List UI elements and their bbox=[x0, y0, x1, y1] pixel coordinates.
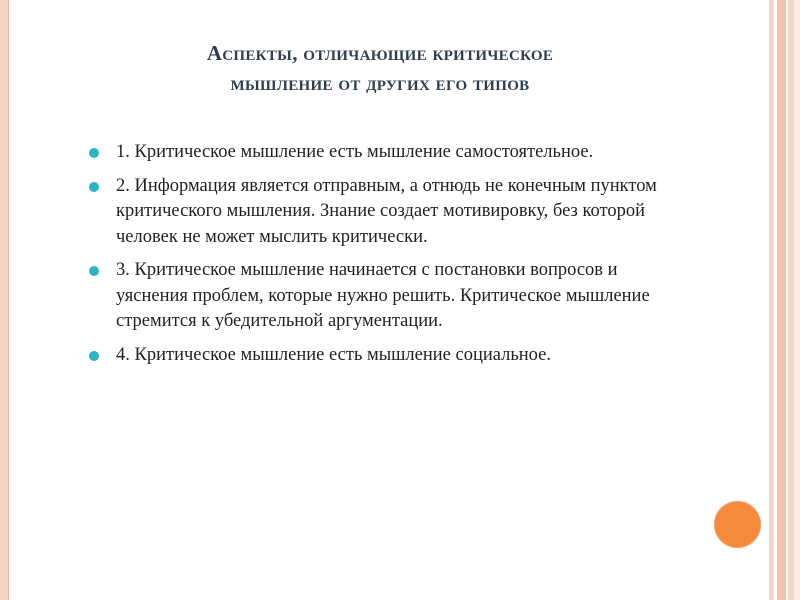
bullet-list bbox=[88, 140, 688, 376]
bullet-dot-icon bbox=[89, 351, 99, 361]
list-item-text: 1. Критическое мышление есть мышление самостоятельное. bbox=[116, 142, 594, 162]
left-border bbox=[0, 0, 9, 600]
list-item bbox=[88, 174, 688, 251]
list-item-text: 4. Критическое мышление есть мышление социальное. bbox=[116, 344, 551, 365]
right-stripe bbox=[777, 0, 786, 600]
list-item bbox=[88, 343, 688, 369]
list-item-text: 2. Информация является отправным, а отнюдь не конечным пунктом критического мышления. Знание создает мотивировку, без которой человек не может мыслить критически. bbox=[116, 175, 657, 247]
slide-title-line-1: Аспекты, отличающие критическое bbox=[206, 41, 554, 65]
bullet-dot-icon bbox=[89, 266, 99, 276]
slide-title bbox=[120, 38, 640, 98]
bullet-dot-icon bbox=[89, 148, 99, 158]
right-stripe bbox=[769, 0, 774, 600]
list-item bbox=[88, 140, 688, 166]
list-item bbox=[88, 258, 688, 335]
slide-title-line-2: мышление от других его типов bbox=[230, 71, 530, 95]
decorative-circle bbox=[714, 501, 761, 548]
right-stripe bbox=[794, 0, 800, 600]
list-item-text: 3. Критическое мышление начинается с постановки вопросов и уяснения проблем, которые нужно решить. Критическое мышление стремится к убедительной аргументации. bbox=[116, 260, 650, 331]
bullet-dot-icon bbox=[89, 182, 99, 192]
